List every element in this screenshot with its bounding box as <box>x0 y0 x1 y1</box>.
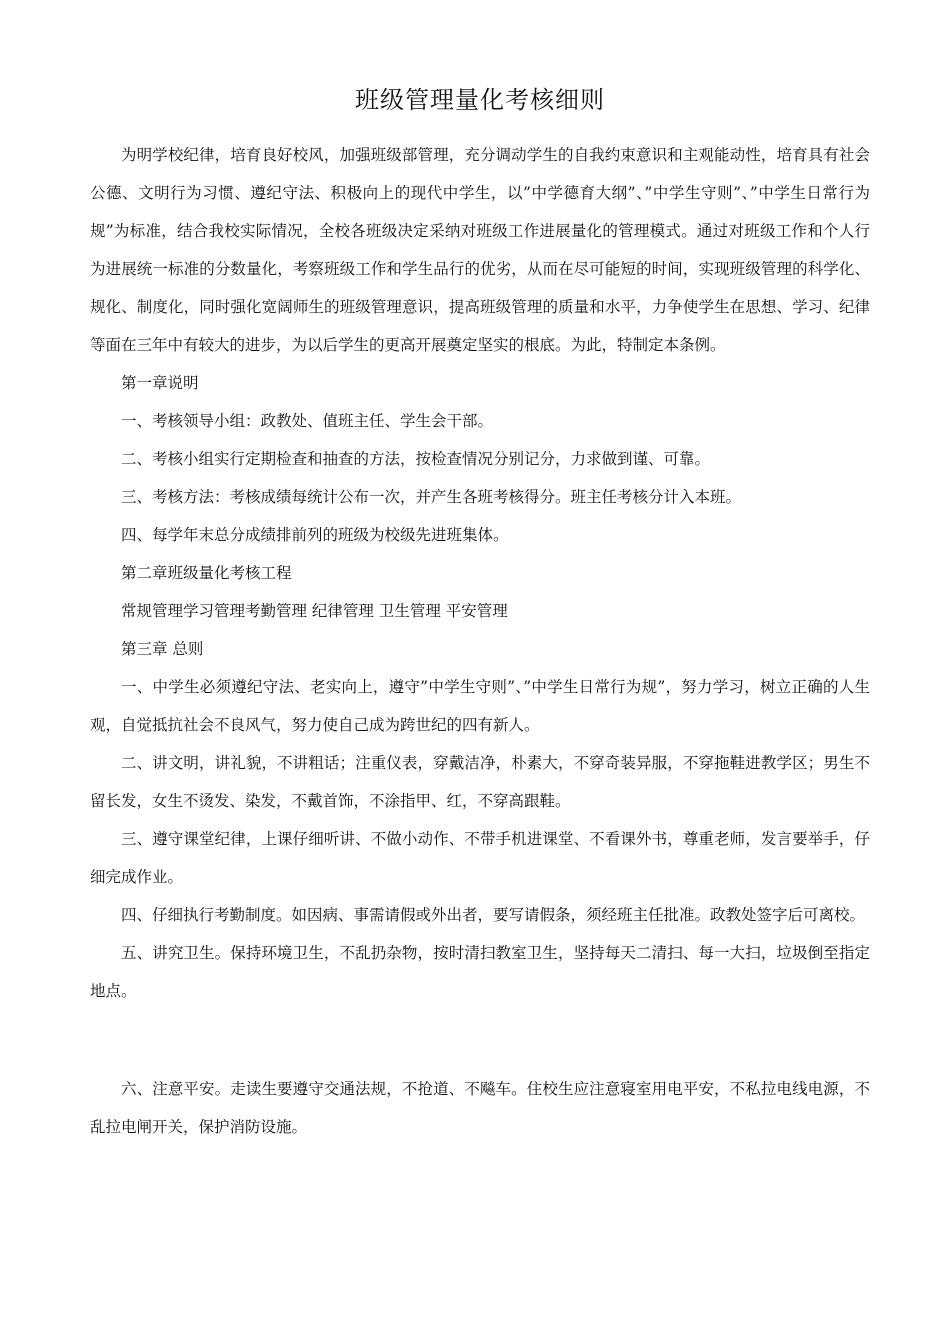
document-page <box>90 80 870 1146</box>
chapter-1-item-4: 四、每学年末总分成绩排前列的班级为校级先进班集体。 <box>121 526 509 544</box>
chapter-2-heading: 第二章班级量化考核工程 <box>121 564 292 582</box>
chapter-1-item-2: 二、考核小组实行定期检查和抽查的方法，按检查情况分别记分，力求做到谨、可靠。 <box>121 450 711 468</box>
chapter-2-items: 常规管理学习管理考勤管理 纪律管理 卫生管理 平安管理 <box>121 602 508 620</box>
chapter-3-item-1: 一、中学生必须遵纪守法、老实向上，遵守”中学生守则”、”中学生日常行为规”，努力学习，树立正确的人生观，自觉抵抗社会不良风气，努力使自己成为跨世纪的四有新人。 <box>90 678 870 734</box>
chapter-3-item-4: 四、仔细执行考勤制度。如因病、事需请假或外出者，要写请假条，须经班主任批准。政教处签字后可离校。 <box>121 906 866 924</box>
blank-space <box>90 1010 870 1070</box>
chapter-3-item-6: 六、注意平安。走读生要遵守交通法规，不抢道、不飚车。住校生应注意寝室用电平安，不私拉电线电源，不乱拉电闸开关，保护消防设施。 <box>90 1080 870 1136</box>
chapter-3-item-5: 五、讲究卫生。保持环境卫生，不乱扔杂物，按时清扫教室卫生，坚持每天二清扫、每一大扫，垃圾倒至指定地点。 <box>90 944 870 1000</box>
chapter-3-item-3: 三、遵守课堂纪律，上课仔细听讲、不做小动作、不带手机进课堂、不看课外书，尊重老师，发言要举手，仔细完成作业。 <box>90 830 870 886</box>
chapter-1-item-1: 一、考核领导小组：政教处、值班主任、学生会干部。 <box>121 412 494 430</box>
chapter-3-heading: 第三章 总则 <box>121 640 204 658</box>
chapter-3-item-2: 二、讲文明，讲礼貌，不讲粗话；注重仪表，穿戴洁净，朴素大，不穿奇装异服，不穿拖鞋进教学区；男生不留长发，女生不烫发、染发，不戴首饰，不涂指甲、红，不穿高跟鞋。 <box>90 754 870 810</box>
chapter-1-item-3: 三、考核方法：考核成绩每统计公布一次，并产生各班考核得分。班主任考核分计入本班。 <box>121 488 742 506</box>
intro-paragraph: 为明学校纪律，培育良好校风，加强班级部管理，充分调动学生的自我约束意识和主观能动性，培育具有社会公德、文明行为习惯、遵纪守法、积极向上的现代中学生，以”中学德育大纲”、”中学生守则”、”中学生日常行为规”为标准，结合我校实际情况，全校各班级决定采纳对班级工作进展量化的管理模式。通过对班级工作和个人行为进展统一标准的分数量化，考察班级工作和学生品行的优劣，从而在尽可能短的时间，实现班级管理的科学化、规化、制度化，同时强化宽阔师生的班级管理意识，提高班级管理的质量和水平，力争使学生在思想、学习、纪律等面在三年中有较大的进步，为以后学生的更高开展奠定坚实的根底。为此，特制定本条例。 <box>90 146 870 354</box>
document-title: 班级管理量化考核细则 <box>355 86 605 114</box>
chapter-1-heading: 第一章说明 <box>121 374 199 392</box>
